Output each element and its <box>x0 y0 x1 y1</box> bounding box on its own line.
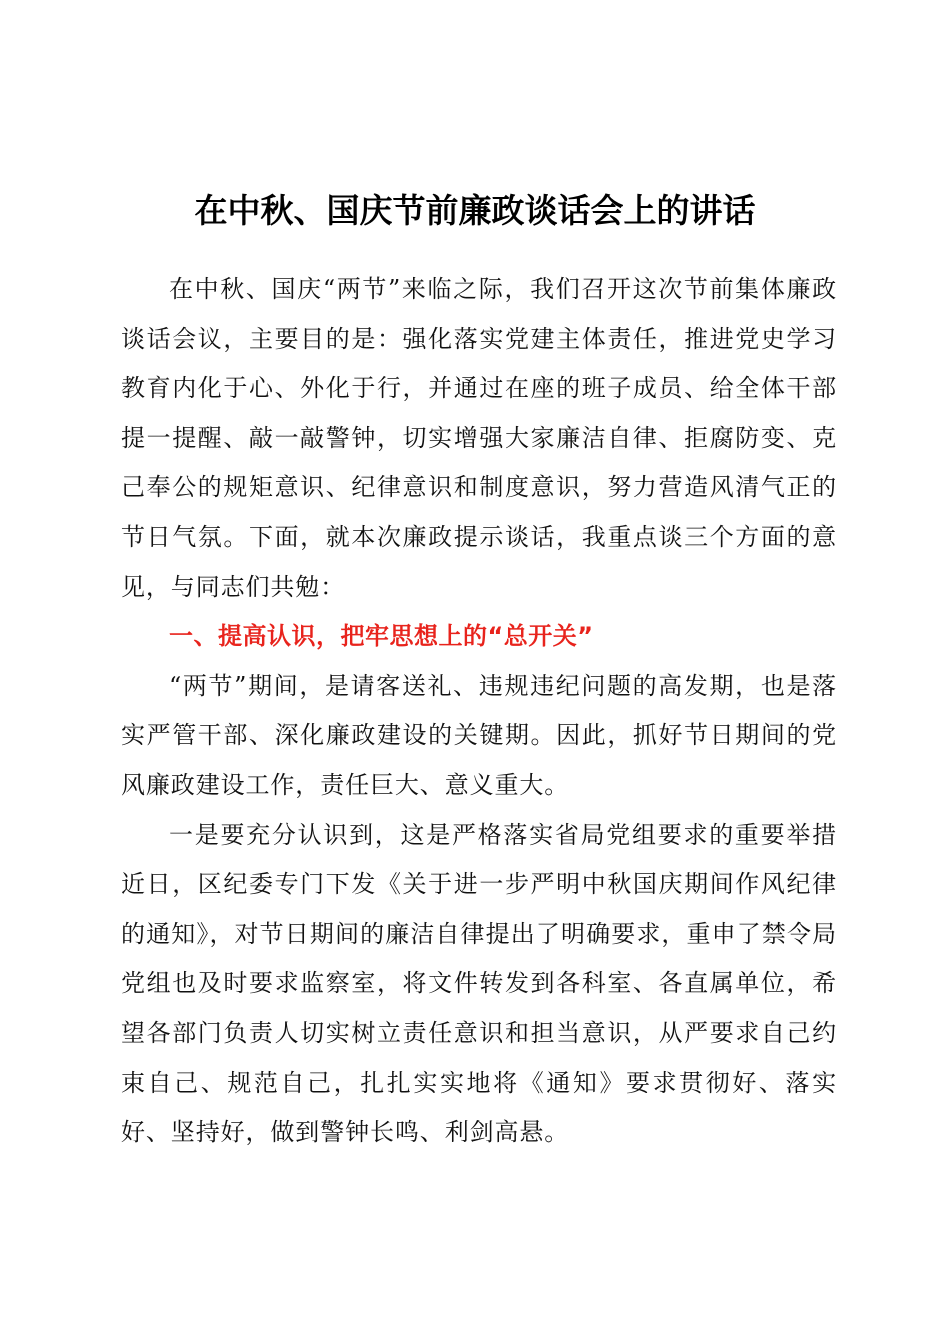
document-body <box>121 265 837 1158</box>
section1-paragraph-2: 一是要充分认识到，这是严格落实省局党组要求的重要举措近日，区纪委专门下发《关于进一步严明中秋国庆期间作风纪律的通知》，对节日期间的廉洁自律提出了明确要求，重申了禁令局党组也及时要求监察室，将文件转发到各科室、各直属单位，希望各部门负责人切实树立责任意识和担当意识，从严要求自己约束自己、规范自己，扎扎实实地将《通知》要求贯彻好、落实好、坚持好，做到警钟长鸣、利剑高悬。 <box>121 820 837 1147</box>
section1-paragraph-1: “两节”期间，是请客送礼、违规违纪问题的高发期，也是落实严管干部、深化廉政建设的关键期。因此，抓好节日期间的党风廉政建设工作，责任巨大、意义重大。 <box>121 671 837 799</box>
document-title: 在中秋、国庆节前廉政谈话会上的讲话 <box>194 191 756 230</box>
intro-paragraph: 在中秋、国庆“两节”来临之际，我们召开这次节前集体廉政谈话会议，主要目的是：强化落实党建主体责任，推进党史学习教育内化于心、外化于行，并通过在座的班子成员、给全体干部提一提醒、敲一敲警钟，切实增强大家廉洁自律、拒腐防变、克己奉公的规矩意识、纪律意识和制度意识，努力营造风清气正的节日气氛。下面，就本次廉政提示谈话，我重点谈三个方面的意见，与同志们共勉： <box>121 275 837 601</box>
section-heading-1: 一、提高认识，把牢思想上的“总开关” <box>169 622 594 651</box>
